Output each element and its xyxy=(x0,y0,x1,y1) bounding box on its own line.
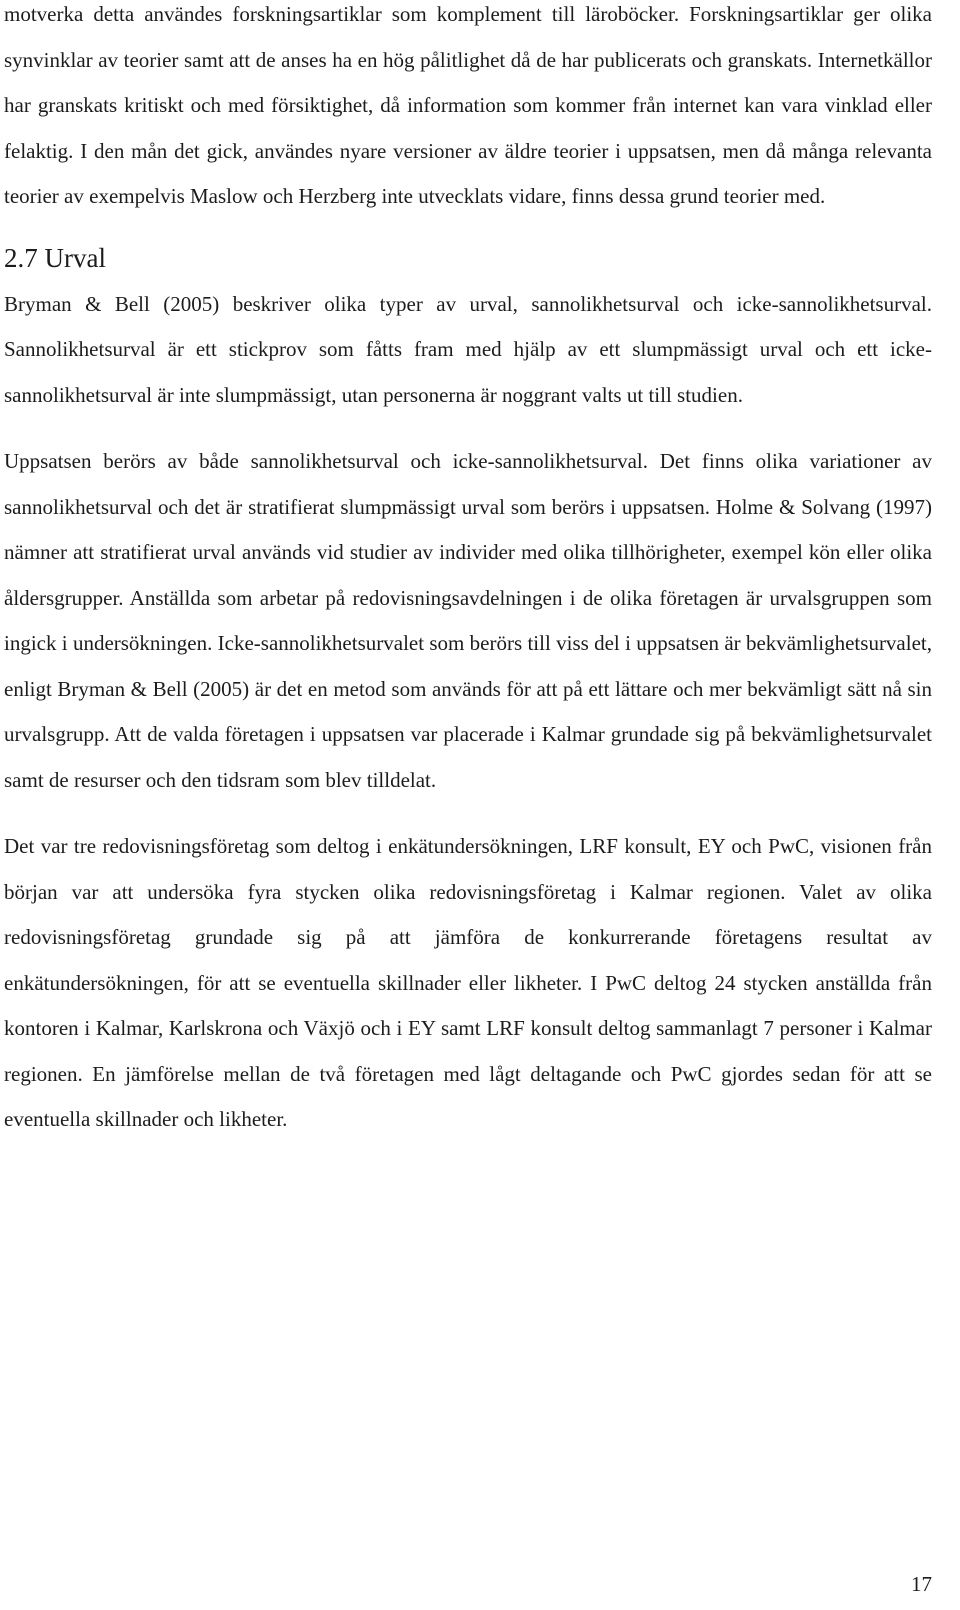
document-page xyxy=(4,0,932,1143)
page-number: 17 xyxy=(911,1572,932,1596)
paragraph-sampling-types: Bryman & Bell (2005) beskriver olika typer av urval, sannolikhetsurval och icke-sannolikhetsurval. Sannolikhetsurval är ett stickprov som fåtts fram med hjälp av ett slumpmässigt urval och ett icke-sannolikhetsurval är inte slumpmässigt, utan personerna är noggrant valts ut till studien. xyxy=(4,291,932,407)
paragraph-sampling-in-thesis: Uppsatsen berörs av både sannolikhetsurval och icke-sannolikhetsurval. Det finns olika variationer av sannolikhetsurval och det är stratifierat slumpmässigt urval som berörs i uppsatsen. Holme & Solvang (1997) nämner att stratifierat urval används vid studier av individer med olika tillhörigheter, exempel kön eller olika åldersgrupper. Anställda som arbetar på redovisningsavdelningen i de olika företagen är urvalsgruppen som ingick i undersökningen. Icke-sannolikhetsurvalet som berörs till viss del i uppsatsen är bekvämlighetsurvalet, enligt Bryman & Bell (2005) är det en metod som används för att på ett lättare och mer bekvämligt sätt nå sin urvalsgrupp. Att de valda företagen i uppsatsen var placerade i Kalmar grundade sig på bekvämlighetsurvalet samt de resurser och den tidsram som blev tilldelat. xyxy=(4,449,932,792)
paragraph-participating-firms: Det var tre redovisningsföretag som deltog i enkätundersökningen, LRF konsult, EY och PwC, visionen från början var att undersöka fyra stycken olika redovisningsföretag i Kalmar regionen. Valet av olika redovisningsföretag grundade sig på att jämföra de konkurrerande företagens resultat av enkätundersökningen, för att se eventuella skillnader eller likheter. I PwC deltog 24 stycken anställda från kontoren i Kalmar, Karlskrona och Växjö och i EY samt LRF konsult deltog sammanlagt 7 personer i Kalmar regionen. En jämförelse mellan de två företagen med lågt deltagande och PwC gjordes sedan för att se eventuella skillnader och likheter. xyxy=(4,834,932,1131)
section-heading: 2.7 Urval xyxy=(4,242,106,273)
paragraph-source-criticism: motverka detta användes forskningsartiklar som komplement till läroböcker. Forskningsartiklar ger olika synvinklar av teorier samt att de anses ha en hög pålitlighet då de har publicerats och granskats. Internetkällor har granskats kritiskt och med försiktighet, då information som kommer från internet kan vara vinklad eller felaktig. I den mån det gick, användes nyare versioner av äldre teorier i uppsatsen, men då många relevanta teorier av exempelvis Maslow och Herzberg inte utvecklats vidare, finns dessa grund teorier med. xyxy=(4,2,932,208)
